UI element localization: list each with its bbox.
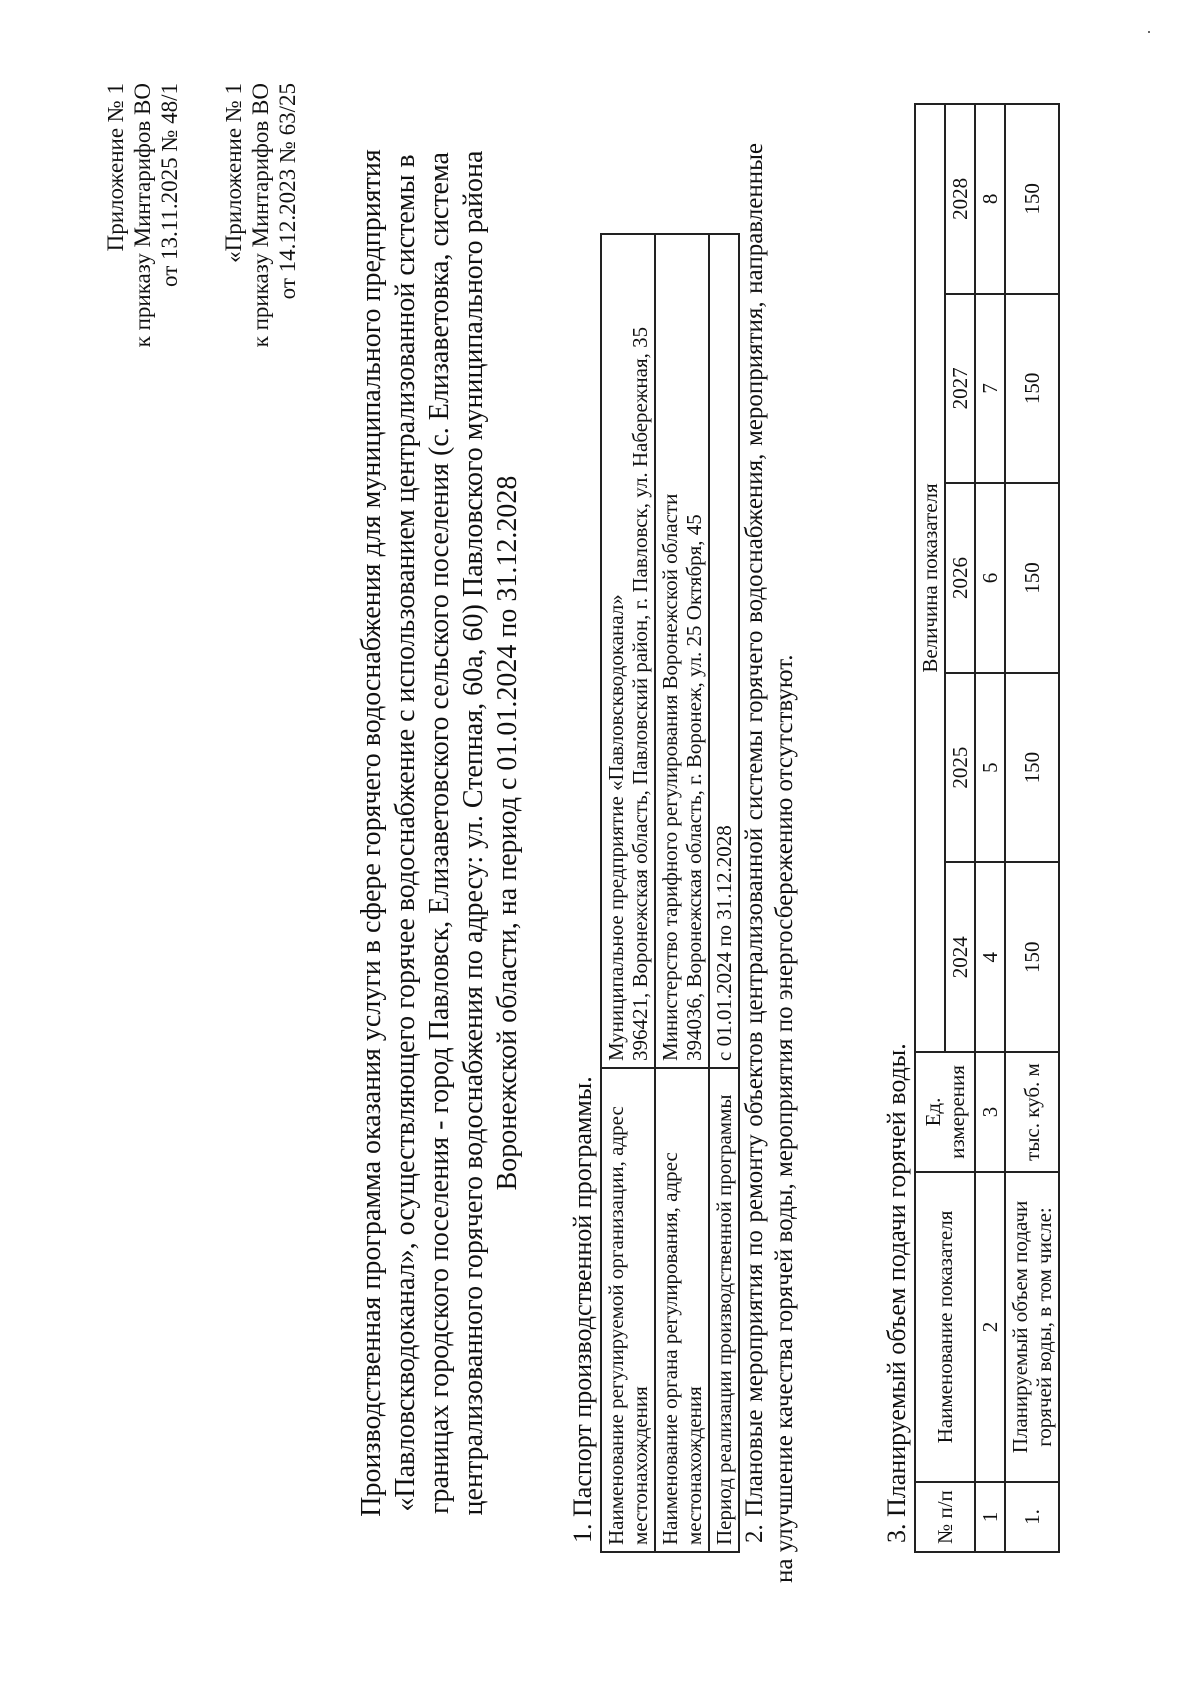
table-header-row [915,104,945,1552]
passport-value [709,234,739,1068]
header-name: Наименование показателя [915,1172,975,1482]
approval-line: к приказу Минтарифов ВО [130,83,155,348]
section-2-text: 2. Плановые мероприятия по ремонту объектов централизованной системы горячего водоснабжения, мероприятия, направленные на улучшение качества горячей воды, мероприятия по энергосбережению отсутствуют. [741,143,798,1583]
section-3-heading: 3. Планируемый объем подачи горячей воды. [882,1043,911,1543]
row-value: 150 [1005,483,1059,673]
row-name: Планируемый объем подачи горячей воды, в том числе: [1005,1172,1059,1482]
section-1-heading: 1. Паспорт производственной программы. [568,1076,597,1543]
row-value: 150 [1005,294,1059,484]
row-unit: тыс. куб. м [1005,1052,1059,1172]
passport-label: Наименование органа регулирования, адрес местонахождения [655,1068,709,1552]
table-row [655,234,709,1552]
column-number: 5 [975,673,1005,863]
header-year: 2027 [945,294,975,484]
approval-line: «Приложение № 1 [221,83,246,263]
passport-label: Наименование регулируемой организации, адрес местонахождения [601,1068,655,1552]
row-num: 1. [1005,1482,1059,1552]
hot-water-volume-table [914,103,1060,1553]
passport-value-line: Министерство тарифного регулирования Воронежской области [658,493,682,1061]
header-unit: Ед. измерения [915,1052,975,1172]
column-number: 1 [975,1482,1005,1552]
table-row [601,234,655,1552]
approval-line: Приложение № 1 [103,83,128,252]
passport-value-line: Муниципальное предприятие «Павловскводоканал» [604,594,628,1061]
table-row [709,234,739,1552]
approval-line: от 14.12.2023 № 63/25 [275,83,300,300]
passport-label: Период реализации производственной программы [709,1068,739,1552]
passport-value-line: с 01.01.2024 по 31.12.2028 [712,825,736,1061]
passport-value-line: 396421, Воронежская область, Павловский район, г. Павловск, ул. Набережная, 35 [628,326,652,1061]
row-value: 150 [1005,104,1059,294]
approval-stamp-previous [220,83,301,347]
passport-value [601,234,655,1068]
column-number: 8 [975,104,1005,294]
document-title: Производственная программа оказания услуги в сфере горячего водоснабжения для муниципального предприятия «Павловскводоканал», осуществляющего горячее водоснабжение с использованием централизованной системы в границах городского поселения - город Павловск, Елизаветовского сельского поселения (с. Елизаветовка, система централизованного горячего водоснабжения по адресу: ул. Степная, 60а, 60) Павловского муниципального района Воронежской области, на период с 01.01.2024 по 31.12.2028 [356,149,523,1517]
scan-speck [1148,31,1150,33]
header-value-group: Величина показателя [915,104,945,1052]
header-year: 2025 [945,673,975,863]
column-number-row [975,104,1005,1552]
column-number: 4 [975,862,1005,1052]
column-number: 3 [975,1052,1005,1172]
row-value: 150 [1005,673,1059,863]
table-row [1005,104,1059,1552]
header-num: № п/п [915,1482,975,1552]
header-year: 2024 [945,862,975,1052]
column-number: 2 [975,1172,1005,1482]
column-number: 7 [975,294,1005,484]
column-number: 6 [975,483,1005,673]
row-value: 150 [1005,862,1059,1052]
header-year: 2028 [945,104,975,294]
approval-stamp-current [102,83,183,347]
approval-line: от 13.11.2025 № 48/1 [157,83,182,287]
passport-table [600,233,740,1553]
passport-value-line: 394036, Воронежская область, г. Воронеж, ул. 25 Октября, 45 [682,514,706,1061]
passport-value [655,234,709,1068]
header-year: 2026 [945,483,975,673]
page-content [20,83,1180,1583]
approval-line: к приказу Минтарифов ВО [248,83,273,348]
